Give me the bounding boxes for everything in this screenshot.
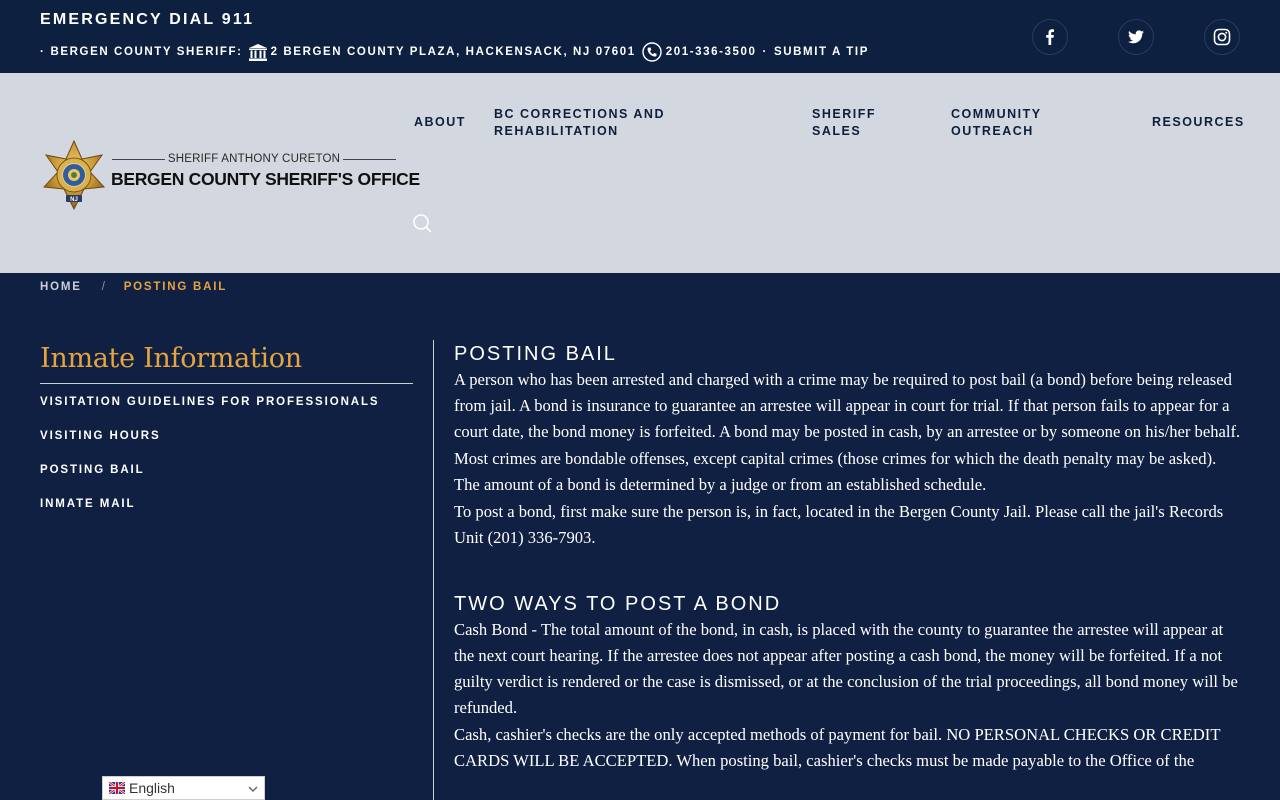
logo-subtitle xyxy=(112,153,396,165)
sidebar-item-visitation-guidelines[interactable]: VISITATION GUIDELINES FOR PROFESSIONALS xyxy=(40,396,380,408)
nav-sheriff-sales[interactable]: SHERIFF SALES xyxy=(812,107,876,138)
sidebar-title: Inmate Information xyxy=(40,340,413,384)
site-logo[interactable] xyxy=(38,139,420,211)
contact-line xyxy=(40,42,869,62)
breadcrumb-home[interactable]: HOME xyxy=(40,281,82,293)
chevron-down-icon xyxy=(248,784,258,794)
nav-community-outreach[interactable]: COMMUNITY OUTREACH xyxy=(951,107,1042,138)
badge-text: NJ xyxy=(70,197,78,203)
content-divider xyxy=(433,340,434,800)
language-select[interactable] xyxy=(102,776,265,800)
sidebar-item-posting-bail[interactable]: POSTING BAIL xyxy=(40,464,145,476)
nav-resources[interactable]: RESOURCES xyxy=(1152,115,1245,129)
sidebar-item-inmate-mail[interactable]: INMATE MAIL xyxy=(40,498,136,510)
sheriff-label: BERGEN COUNTY SHERIFF: xyxy=(50,46,243,58)
instagram-icon xyxy=(1213,28,1231,46)
breadcrumb xyxy=(40,281,227,293)
search-icon[interactable] xyxy=(412,213,432,233)
sidebar-links xyxy=(40,385,413,521)
nav-bc-corrections[interactable]: BC CORRECTIONS AND REHABILITATION xyxy=(494,107,665,138)
paragraph-cash-bond: Cash Bond - The total amount of the bond, in cash, is placed with the county to guarantee the arrestee will appear at the next court hearing. If the arrestee does not appear after posting a cash bond, the money will be forfeited. If a not guilty verdict is rendered or the case is dismissed, or at the conclusion of the trial proceedings, all bond money will be refunded. xyxy=(454,620,1238,717)
emergency-notice: EMERGENCY DIAL 911 xyxy=(40,11,255,28)
bullet: · xyxy=(762,46,768,58)
twitter-button[interactable] xyxy=(1118,19,1154,55)
logo-rule-right xyxy=(343,159,396,160)
paragraph-intro: A person who has been arrested and charged with a crime may be required to post bail (a bond) before being released from jail. A bond is insurance to guarantee an arrestee will appear in court for trial. If that person fails to appear for a court date, the bond money is forfeited. A bond may be posted in cash, by an arrestee or by someone on his/her behalf. xyxy=(454,370,1241,441)
submit-tip-link[interactable]: SUBMIT A TIP xyxy=(773,46,869,58)
sidebar xyxy=(40,340,413,521)
language-label: English xyxy=(129,780,175,796)
top-bar xyxy=(0,0,1280,73)
paragraph-records: To post a bond, first make sure the person is, in fact, located in the Bergen County Jail. Please call the jail's Records Unit (201) 336-7903. xyxy=(454,502,1224,547)
main-content xyxy=(454,340,1244,775)
facebook-icon xyxy=(1041,28,1059,46)
bullet: · xyxy=(40,46,46,58)
logo-title: BERGEN COUNTY SHERIFF'S OFFICE xyxy=(111,169,420,189)
twitter-icon xyxy=(1127,28,1145,46)
uk-flag-icon xyxy=(109,782,125,794)
sheriff-badge-logo xyxy=(38,139,110,211)
page-title: POSTING BAIL xyxy=(454,343,617,365)
instagram-button[interactable] xyxy=(1204,19,1240,55)
paragraph-payment: Cash, cashier's checks are the only accepted methods of payment for bail. NO PERSONAL CHECKS OR CREDIT CARDS WILL BE ACCEPTED. When posting bail, cashier's checks must be made payable to the Office of the xyxy=(454,725,1221,770)
sidebar-item-visiting-hours[interactable]: VISITING HOURS xyxy=(40,430,161,442)
phone-number[interactable]: 201-336-3500 xyxy=(665,46,757,58)
phone-icon xyxy=(642,42,662,62)
address: 2 BERGEN COUNTY PLAZA, HACKENSACK, NJ 07601 xyxy=(270,46,636,58)
nav-about[interactable]: ABOUT xyxy=(414,115,466,129)
facebook-button[interactable] xyxy=(1032,19,1068,55)
site-header xyxy=(0,73,1280,273)
paragraph-bondable: Most crimes are bondable offenses, except capital crimes (those crimes for which the death penalty may be asked). The amount of a bond is determined by a judge or from an established schedule. xyxy=(454,449,1217,494)
section-heading-two-ways: TWO WAYS TO POST A BOND xyxy=(454,593,782,615)
building-icon xyxy=(249,44,267,61)
breadcrumb-current: POSTING BAIL xyxy=(123,281,228,293)
logo-sheriff-name: SHERIFF ANTHONY CURETON xyxy=(167,153,341,165)
breadcrumb-separator: / xyxy=(101,281,107,293)
logo-rule-left xyxy=(112,159,165,160)
